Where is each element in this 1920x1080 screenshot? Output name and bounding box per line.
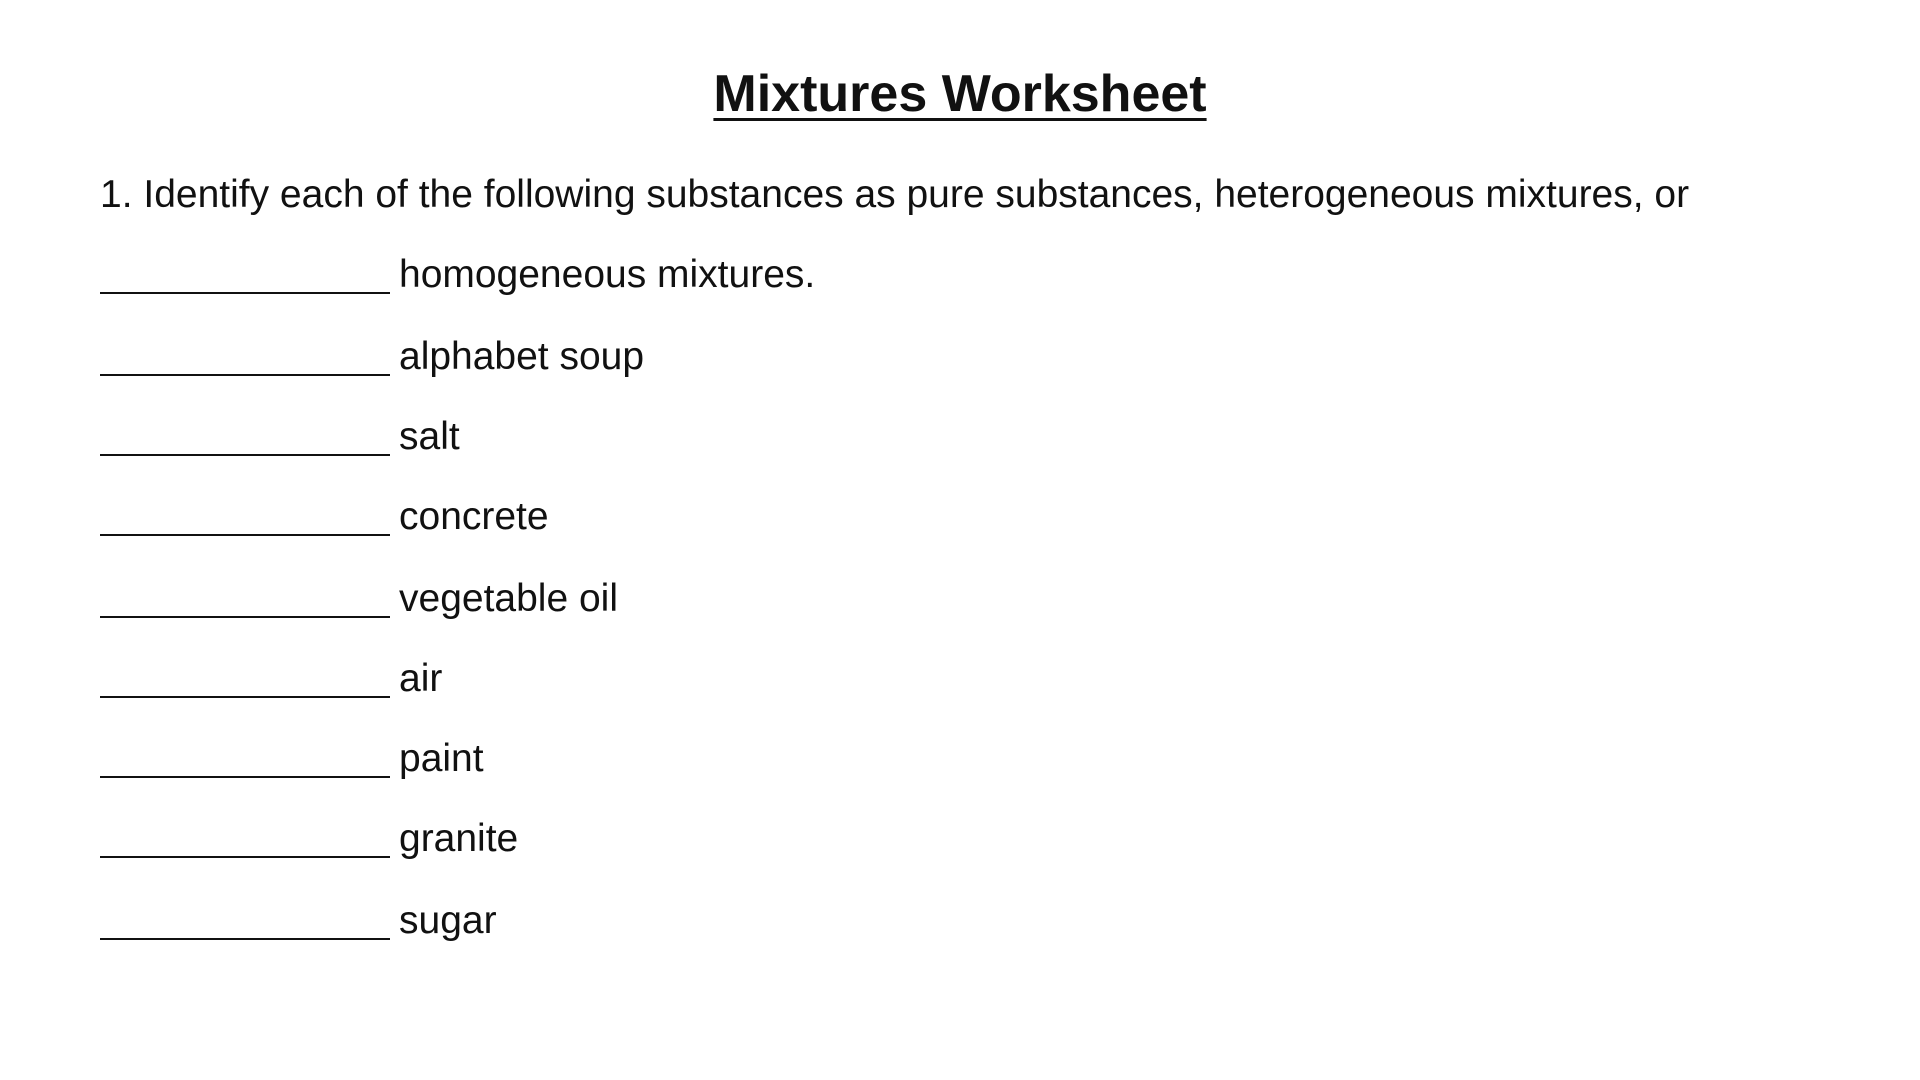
- answer-blank[interactable]: [100, 938, 390, 940]
- answer-row: [100, 408, 1300, 468]
- answer-row: [100, 650, 1300, 710]
- answer-blank[interactable]: [100, 856, 390, 858]
- question-text: 1. Identify each of the following substances as pure substances, heterogeneous mixtures, or: [100, 173, 1690, 216]
- answer-row: [100, 810, 1300, 870]
- substance-label: sugar: [399, 899, 497, 942]
- substance-label: homogeneous mixtures.: [399, 253, 816, 296]
- answer-blank[interactable]: [100, 616, 390, 618]
- answer-row: [100, 488, 1300, 548]
- answer-blank[interactable]: [100, 776, 390, 778]
- answer-row: [100, 892, 1300, 952]
- worksheet-title: [0, 62, 1920, 126]
- answer-blank[interactable]: [100, 696, 390, 698]
- substance-label: air: [399, 657, 443, 700]
- answer-row: [100, 570, 1300, 630]
- substance-label: salt: [399, 415, 460, 458]
- answer-row: [100, 246, 1300, 306]
- worksheet-title-text: Mixtures Worksheet: [713, 65, 1207, 123]
- answer-blank[interactable]: [100, 454, 390, 456]
- substance-label: concrete: [399, 495, 549, 538]
- answer-row: [100, 730, 1300, 790]
- answer-blank[interactable]: [100, 374, 390, 376]
- substance-label: granite: [399, 817, 519, 860]
- substance-label: alphabet soup: [399, 335, 645, 378]
- answer-blank[interactable]: [100, 534, 390, 536]
- answer-row: [100, 328, 1300, 388]
- answer-blank[interactable]: [100, 292, 390, 294]
- substance-label: vegetable oil: [399, 577, 618, 620]
- substance-label: paint: [399, 737, 484, 780]
